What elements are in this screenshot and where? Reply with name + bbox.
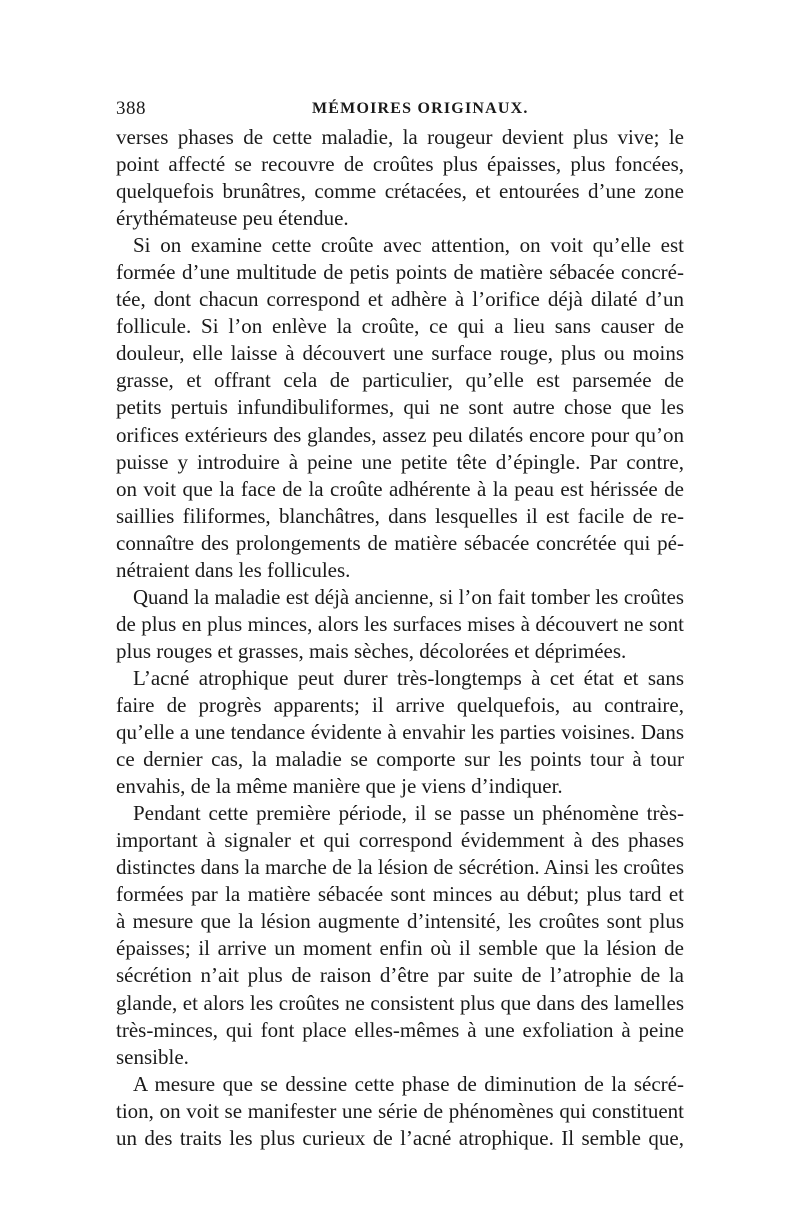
text-line: petits pertuis infundibuliformes, qui ne sont autre chose que les xyxy=(116,395,684,420)
text-line: très-minces, qui font place elles-mêmes à une exfoliation à peine xyxy=(116,1017,684,1042)
text-line: follicule. Si l’on enlève la croûte, ce qui a lieu sans causer de xyxy=(116,314,684,339)
text-line: qu’elle a une tendance évidente à envahir les parties voisines. Dans xyxy=(116,720,684,745)
text-line: point affecté se recouvre de croûtes plus épaisses, plus foncées, xyxy=(116,152,684,177)
text-line: on voit que la face de la croûte adhérente à la peau est hérissée de xyxy=(116,476,684,501)
text-line: distinctes dans la marche de la lésion de sécrétion. Ainsi les croûtes xyxy=(116,855,684,880)
text-line: formées par la matière sébacée sont minces au début; plus tard et xyxy=(116,882,684,907)
text-line: saillies filiformes, blanchâtres, dans lesquelles il est facile de re- xyxy=(116,503,684,528)
text-line: épaisses; il arrive un moment enfin où il semble que la lésion de xyxy=(116,936,684,961)
text-line: à mesure que la lésion augmente d’intensité, les croûtes sont plus xyxy=(116,909,684,934)
text-line: verses phases de cette maladie, la rougeur devient plus vive; le xyxy=(116,125,684,149)
page-number: 388 xyxy=(116,98,146,119)
text-line: sécrétion n’ait plus de raison d’être par suite de l’atrophie de la xyxy=(116,963,684,988)
text-line: tion, on voit se manifester une série de phénomènes qui constituent xyxy=(116,1098,684,1123)
text-line: important à signaler et qui correspond évidemment à des phases xyxy=(116,828,684,853)
text-line: tée, dont chacun correspond et adhère à l’orifice déjà dilaté d’un xyxy=(116,287,684,312)
text-line: un des traits les plus curieux de l’acné atrophique. Il semble que, xyxy=(116,1125,684,1150)
text-line: orifices extérieurs des glandes, assez peu dilatés encore pour qu’on xyxy=(116,422,684,447)
text-line: formée d’une multitude de petis points de matière sébacée concré- xyxy=(116,260,684,285)
text-line: quelquefois brunâtres, comme crétacées, et entourées d’une zone xyxy=(116,179,684,204)
text-line: plus rouges et grasses, mais sèches, décolorées et déprimées. xyxy=(116,638,627,663)
text-line: Pendant cette première période, il se passe un phénomène très- xyxy=(133,801,684,826)
text-line: puisse y introduire à peine une petite tête d’épingle. Par contre, xyxy=(116,449,684,474)
text-line: connaître des prolongements de matière sébacée concrétée qui pé- xyxy=(116,530,684,555)
text-line: A mesure que se dessine cette phase de diminution de la sécré- xyxy=(133,1071,684,1096)
running-title: MÉMOIRES ORIGINAUX. xyxy=(312,100,529,117)
running-head xyxy=(116,98,684,122)
text-line: douleur, elle laisse à découvert une surface rouge, plus ou moins xyxy=(116,341,684,366)
text-line: de plus en plus minces, alors les surfaces mises à découvert ne sont xyxy=(116,611,684,636)
text-line: sensible. xyxy=(116,1044,189,1069)
body-text xyxy=(116,124,684,1152)
text-line: ce dernier cas, la maladie se comporte sur les points tour à tour xyxy=(116,747,684,772)
text-line: envahis, de la même manière que je viens d’indiquer. xyxy=(116,774,563,799)
text-line: L’acné atrophique peut durer très-longtemps à cet état et sans xyxy=(133,665,684,690)
text-line: faire de progrès apparents; il arrive quelquefois, au contraire, xyxy=(116,692,684,717)
text-line: Quand la maladie est déjà ancienne, si l’on fait tomber les croûtes xyxy=(133,584,684,609)
text-line: érythémateuse peu étendue. xyxy=(116,206,349,231)
text-line: glande, et alors les croûtes ne consistent plus que dans des lamelles xyxy=(116,990,684,1015)
text-line: nétraient dans les follicules. xyxy=(116,557,351,582)
text-line: grasse, et offrant cela de particulier, qu’elle est parsemée de xyxy=(116,368,684,393)
text-line: Si on examine cette croûte avec attention, on voit qu’elle est xyxy=(133,233,684,258)
